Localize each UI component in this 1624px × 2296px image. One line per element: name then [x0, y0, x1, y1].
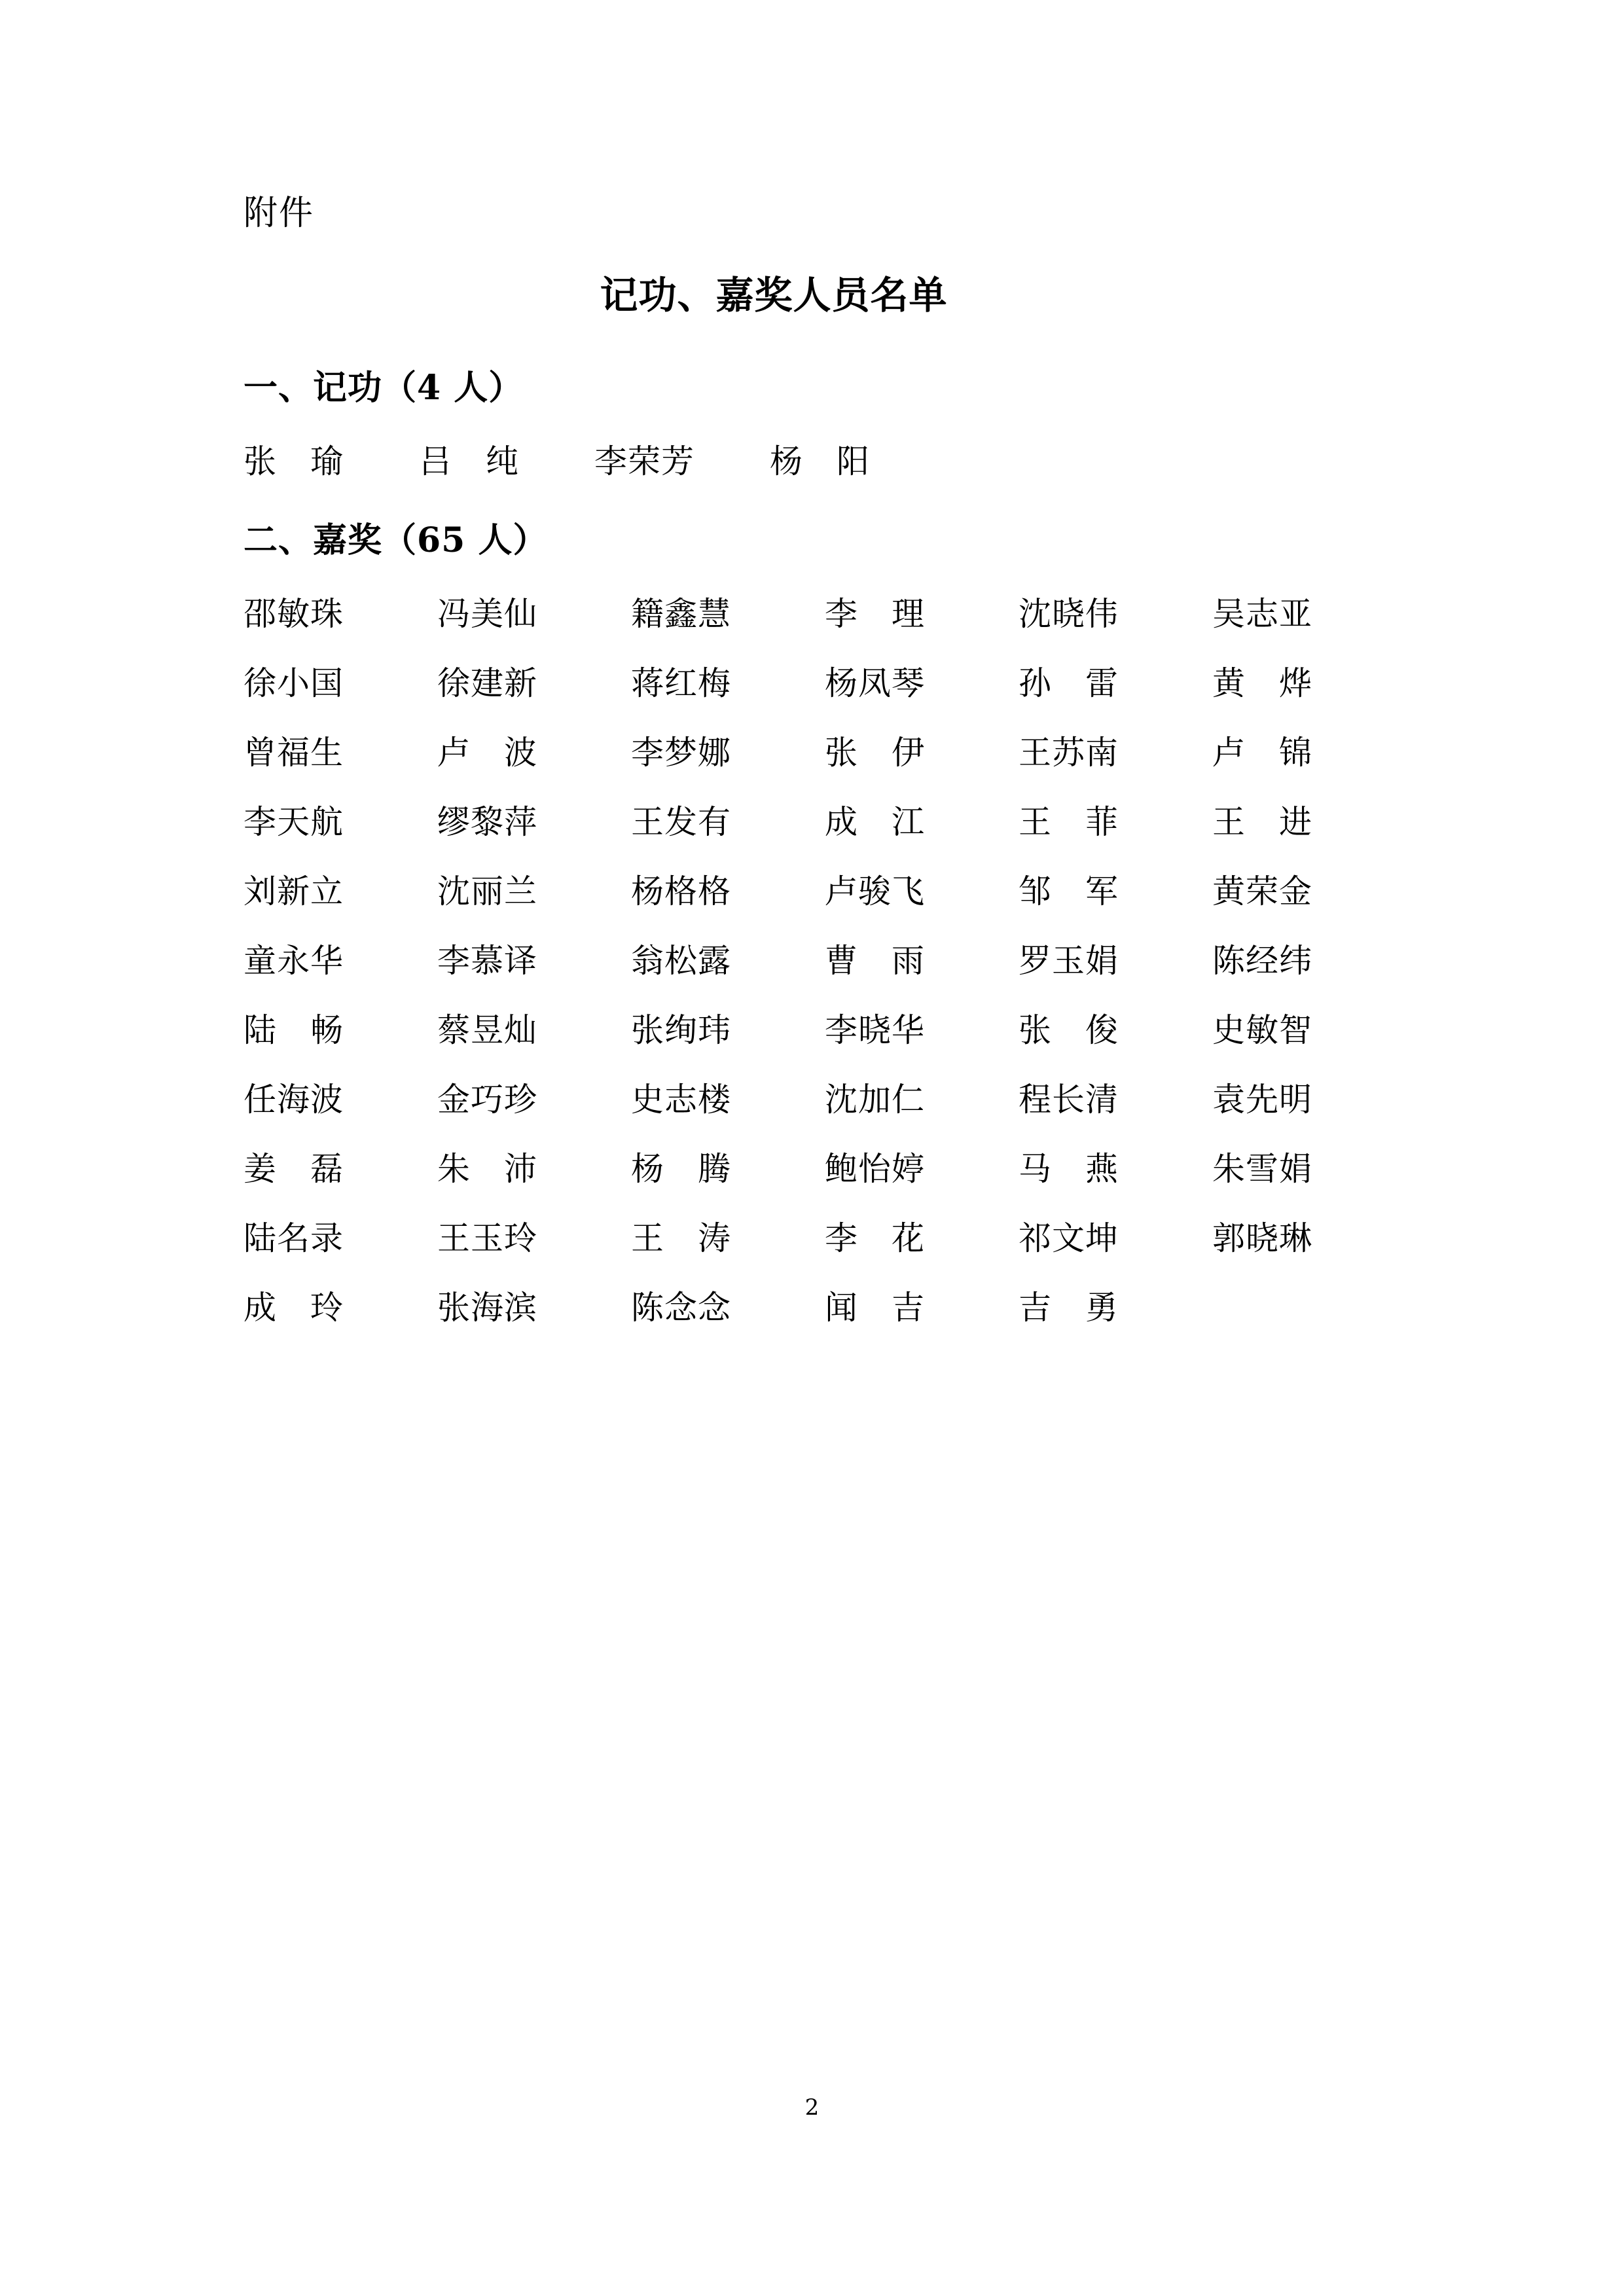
list-item: 曾福生 — [244, 734, 344, 772]
list-item: 成 玲 — [244, 1289, 344, 1327]
list-item: 史敏智 — [1212, 1011, 1312, 1049]
list-item: 任海波 — [244, 1081, 344, 1119]
list-item: 姜 磊 — [244, 1150, 344, 1188]
list-item: 郭晓琳 — [1212, 1219, 1312, 1257]
list-item: 籍鑫慧 — [631, 595, 731, 633]
table-row — [244, 865, 1396, 912]
list-item: 沈丽兰 — [437, 872, 537, 910]
list-item: 李慕译 — [437, 942, 537, 980]
list-item: 杨凤琴 — [825, 664, 925, 702]
list-item: 吉 勇 — [1019, 1289, 1119, 1327]
section-heading-award: 二、嘉奖（65 人） — [244, 520, 548, 560]
list-item: 李 花 — [825, 1219, 925, 1257]
list-item: 卢骏飞 — [825, 872, 925, 910]
list-item: 徐小国 — [244, 664, 344, 702]
list-item: 李晓华 — [825, 1011, 925, 1049]
table-row — [244, 588, 1396, 635]
list-item: 杨格格 — [631, 872, 731, 910]
list-item: 闻 吉 — [825, 1289, 925, 1327]
list-item: 王玉玲 — [437, 1219, 537, 1257]
list-item: 刘新立 — [244, 872, 344, 910]
list-item: 陆 畅 — [244, 1011, 344, 1049]
list-item: 吴志亚 — [1212, 595, 1312, 633]
list-item: 邵敏珠 — [244, 595, 344, 633]
table-row — [244, 1212, 1396, 1259]
list-item: 蔡昱灿 — [437, 1011, 537, 1049]
list-item: 张海滨 — [437, 1289, 537, 1327]
list-item: 程长清 — [1019, 1081, 1119, 1119]
list-item: 王发有 — [631, 803, 731, 841]
list-item: 李 理 — [825, 595, 925, 633]
table-row — [244, 435, 1396, 482]
list-item: 孙 雷 — [1019, 664, 1119, 702]
table-row — [244, 657, 1396, 704]
list-item: 张绚玮 — [631, 1011, 731, 1049]
list-item: 王 菲 — [1019, 803, 1119, 841]
list-item: 邹 军 — [1019, 872, 1119, 910]
list-item: 卢 锦 — [1212, 734, 1312, 772]
list-item: 沈晓伟 — [1019, 595, 1119, 633]
name-list-merit — [244, 435, 1396, 482]
table-row — [244, 1143, 1396, 1190]
table-row — [244, 796, 1396, 843]
list-item: 成 江 — [825, 803, 925, 841]
list-item: 袁先明 — [1212, 1081, 1312, 1119]
section-heading-merit: 一、记功（4 人） — [244, 368, 524, 408]
list-item: 蒋红梅 — [631, 664, 731, 702]
list-item: 王 涛 — [631, 1219, 731, 1257]
list-item: 金巧珍 — [437, 1081, 537, 1119]
table-row — [244, 1073, 1396, 1121]
list-item: 翁松露 — [631, 942, 731, 980]
list-item: 黄 烨 — [1212, 664, 1312, 702]
name-list-award — [244, 588, 1396, 1329]
list-item: 祁文坤 — [1019, 1219, 1119, 1257]
list-item: 张 俊 — [1019, 1011, 1119, 1049]
list-item: 朱雪娟 — [1212, 1150, 1312, 1188]
list-item: 杨 阳 — [770, 442, 870, 480]
list-item: 陈念念 — [631, 1289, 731, 1327]
document-body — [244, 196, 1396, 1351]
table-row — [244, 935, 1396, 982]
list-item: 王 进 — [1212, 803, 1312, 841]
list-item: 陆名录 — [244, 1219, 344, 1257]
attachment-label: 附件 — [244, 194, 315, 233]
list-item: 沈加仁 — [825, 1081, 925, 1119]
list-item: 童永华 — [244, 942, 344, 980]
list-item: 冯美仙 — [437, 595, 537, 633]
list-item: 吕 纯 — [419, 442, 519, 480]
list-item: 曹 雨 — [825, 942, 925, 980]
list-item: 李梦娜 — [631, 734, 731, 772]
table-row — [244, 1282, 1396, 1329]
list-item: 徐建新 — [437, 664, 537, 702]
table-row — [244, 726, 1396, 774]
list-item: 黄荣金 — [1212, 872, 1312, 910]
list-item: 王苏南 — [1019, 734, 1119, 772]
page-number: 2 — [804, 2094, 820, 2121]
table-row — [244, 1004, 1396, 1051]
list-item: 李荣芳 — [594, 442, 695, 480]
list-item: 李天航 — [244, 803, 344, 841]
list-item: 朱 沛 — [437, 1150, 537, 1188]
list-item: 史志楼 — [631, 1081, 731, 1119]
list-item: 缪黎萍 — [437, 803, 537, 841]
list-item: 卢 波 — [437, 734, 537, 772]
list-item: 罗玉娟 — [1019, 942, 1119, 980]
list-item: 张 瑜 — [244, 442, 344, 480]
page-title: 记功、嘉奖人员名单 — [600, 273, 948, 317]
list-item: 陈经纬 — [1212, 942, 1312, 980]
list-item: 杨 腾 — [631, 1150, 731, 1188]
list-item: 马 燕 — [1019, 1150, 1119, 1188]
list-item: 张 伊 — [825, 734, 925, 772]
list-item: 鲍怡婷 — [825, 1150, 925, 1188]
